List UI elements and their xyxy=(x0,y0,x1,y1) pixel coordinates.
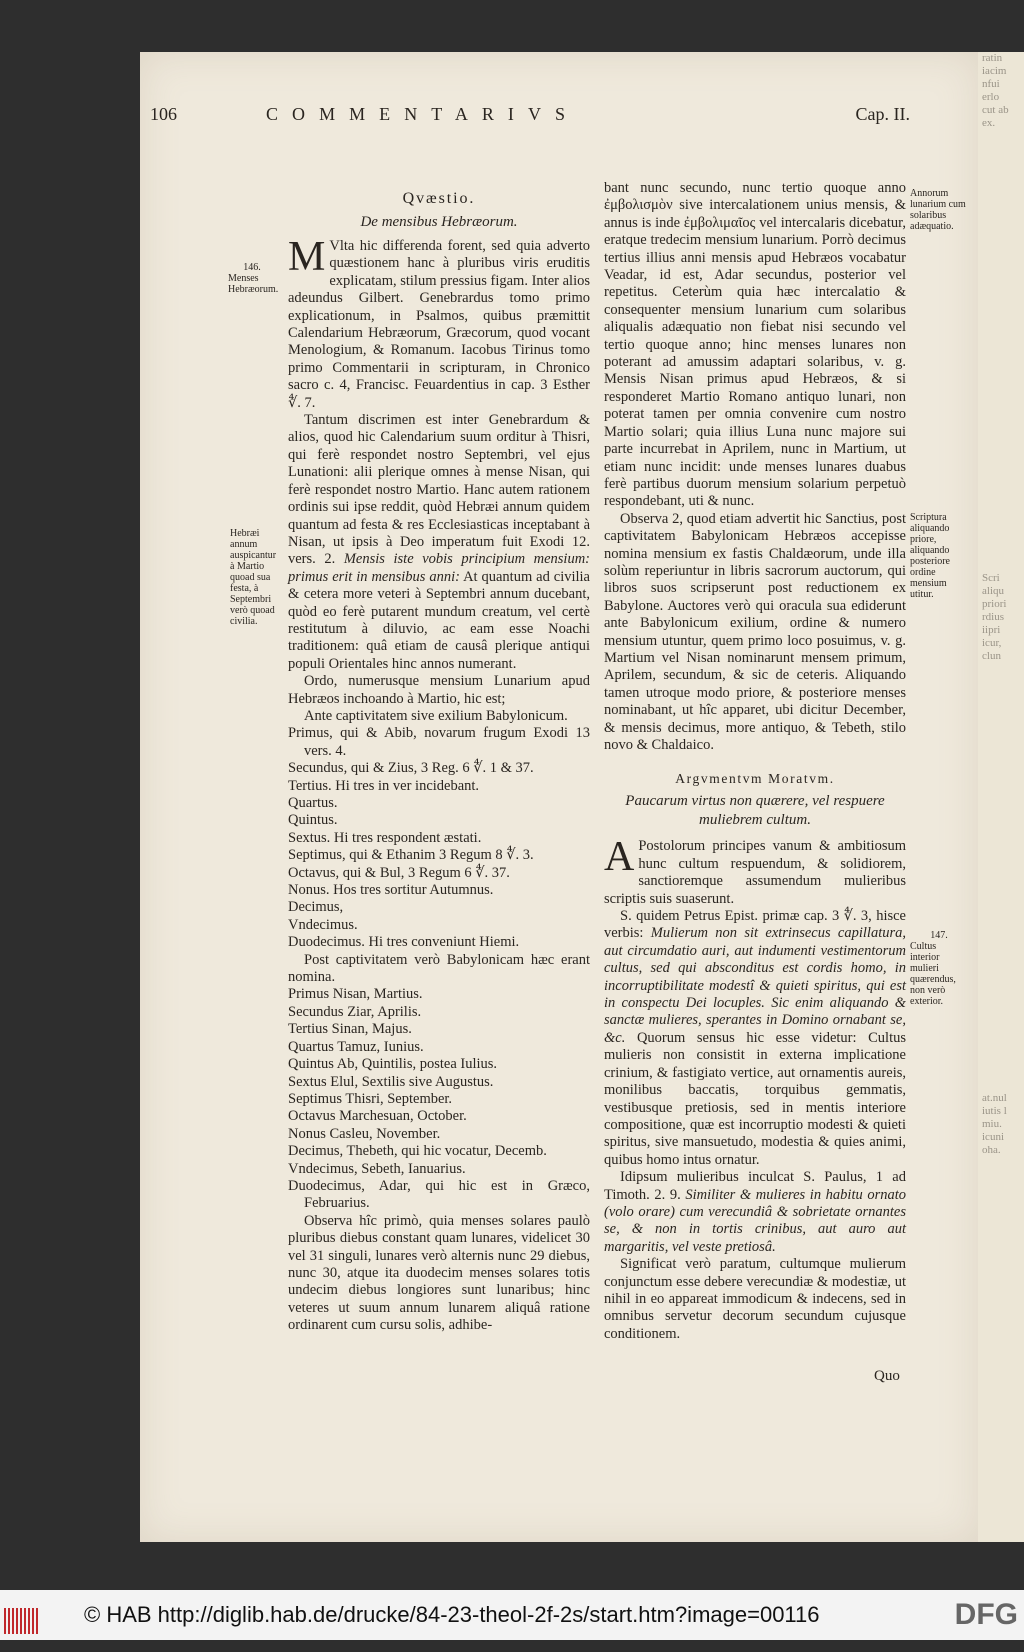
next-page-fragment xyxy=(982,221,1024,234)
next-page-fragment xyxy=(982,1066,1024,1079)
hab-barcode-logo-icon xyxy=(4,1602,46,1628)
left-column xyxy=(288,188,590,1335)
month-item: Quartus Tamuz, Iunius. xyxy=(288,1038,424,1055)
dfg-logo: DFG xyxy=(954,1598,1018,1631)
month-item: Primus Nisan, Martius. xyxy=(288,986,423,1003)
next-page-fragment xyxy=(982,767,1024,780)
next-page-fragment: icuni xyxy=(982,1131,1004,1143)
next-page-fragment xyxy=(982,286,1024,299)
next-page-fragment xyxy=(982,923,1024,936)
next-page-fragment xyxy=(982,260,1024,273)
next-page-fragment xyxy=(982,845,1024,858)
right-paragraph-5: Idipsum mulieribus inculcat S. Paulus, 1 ad Timoth. 2. 9. Similiter & mulieres in habitu ornato (volo orare) cum verecundiâ & sobrietate ornantes se, & non in tortis crinibus, aut auro aut margaritis, vel veste pretiosâ. xyxy=(604,1169,906,1255)
month-item: Septimus Thisri, September. xyxy=(288,1090,453,1107)
next-page-fragment: ratin xyxy=(982,52,1003,64)
next-page-fragment: iacim xyxy=(982,65,1007,77)
next-page-fragment xyxy=(982,689,1024,702)
next-page-fragment xyxy=(982,533,1024,546)
next-page-fragment xyxy=(982,1014,1024,1027)
month-item: Quartus. xyxy=(288,795,338,811)
next-page-fragment: nfui xyxy=(982,78,1000,90)
next-page-fragment xyxy=(982,325,1024,338)
next-page-fragment xyxy=(982,468,1024,481)
margin-note-147: 147. Cultus interior mulieri quærendus, non verò exterior. xyxy=(910,930,956,1007)
margin-note-146: 146. Menses Hebræorum. xyxy=(228,262,279,295)
next-page-fragment xyxy=(982,390,1024,403)
next-page-fragment xyxy=(982,780,1024,793)
next-page-fragment xyxy=(982,182,1024,195)
footer-bar xyxy=(0,1590,1024,1640)
next-page-fragment xyxy=(982,377,1024,390)
next-page-fragment: rdius xyxy=(982,611,1004,623)
month-item: Vndecimus. xyxy=(288,916,358,933)
next-page-fragment xyxy=(982,871,1024,884)
month-item: Septimus, qui & Ethanim 3 Regum 8 ∜. 3. xyxy=(288,847,534,864)
month-item: Quintus. xyxy=(288,812,338,829)
margin-note-scriptura: Scriptura aliquando priore, aliquando posteriore ordine mensium utitur. xyxy=(910,512,950,600)
month-item: Octavus, qui & Bul, 3 Regum 6 ∜. 37. xyxy=(288,864,510,881)
next-page-fragment xyxy=(982,546,1024,559)
quaestio-title: De mensibus Hebræorum. xyxy=(360,214,518,230)
next-page-fragment xyxy=(982,702,1024,715)
right-paragraph-4: S. quidem Petrus Epist. primæ cap. 3 ∜. 3, hisce verbis: Mulierum non sit extrinsecus capillatura, aut circumdatio auri, aut indumenti vestimentorum cultus, sed qui absconditus est cordis homo, in incorruptibilitate modestî & quieti spiritus, qui est in conspectu Dei locuples. Sic enim aliquando & sanctæ mulieres, sperantes in Domino ornabant se, &c. Quorum sensus hic esse videtur: Cultus mulieris non consistit in externa implicatione crinium, & fastigiato vertice, aut ornamentis aureis, monilibus baccatis, torquibus gemmatis, vestibusque pretiosis, sed in mentis interiore compositione, quæ est incorruptio modesti & quieti spiritus, sive mansuetudo, modestia & quies animi, quibus homo intus ornatur. xyxy=(604,908,907,1168)
next-page-fragment xyxy=(982,936,1024,949)
next-page-fragment xyxy=(982,819,1024,832)
next-page-fragment xyxy=(982,1053,1024,1066)
next-page-fragment xyxy=(982,559,1024,572)
next-page-fragment xyxy=(982,416,1024,429)
months-after-list xyxy=(288,986,590,1212)
quaestio-heading: Qvæstio. xyxy=(402,190,476,207)
next-page-fragment xyxy=(982,247,1024,260)
next-page-fragment xyxy=(982,481,1024,494)
month-item: Sextus Elul, Sextilis sive Augustus. xyxy=(288,1073,494,1090)
paragraph-last: Observa hîc primò, quia menses solares paulò pluribus diebus constant quam lunares, videlicet 30 vel 31 singuli, lunares verò alternis nunc 29 diebus, nunc 30, atque ita duodecim menses solares totis undecim diebus longiores sunt lunaribus; hinc veteres ut suum annum lunarem aliquâ ratione ordinarent cum cursu solis, adhibe- xyxy=(288,1212,590,1334)
next-page-fragment xyxy=(982,169,1024,182)
next-page-fragment: iutis l xyxy=(982,1105,1007,1117)
months-before-list xyxy=(288,725,590,951)
next-page-fragment: erlo xyxy=(982,91,1000,103)
month-item: Duodecimus, Adar, qui hic est in Græco, Februarius. xyxy=(288,1177,590,1212)
next-page-fragment: at.nul xyxy=(982,1092,1007,1104)
next-page-fragment xyxy=(982,273,1024,286)
next-page-fragment xyxy=(982,793,1024,806)
next-page-fragment: aliqu xyxy=(982,585,1004,597)
next-page-fragment: Scri xyxy=(982,572,1000,584)
month-item: Secundus Ziar, Aprilis. xyxy=(288,1003,422,1020)
next-page-fragment: icur, xyxy=(982,637,1002,649)
next-page-fragment xyxy=(982,312,1024,325)
next-page-fragment xyxy=(982,949,1024,962)
next-page-fragment xyxy=(982,884,1024,897)
month-item: Primus, qui & Abib, novarum frugum Exodi 13 vers. 4. xyxy=(288,725,590,759)
paragraph-1: M Vlta hic differenda forent, sed quia adverto quæstionem hanc à pluribus viris eruditis explicatam, stilum pressius figam. Inter alios adeundus Gilbert. Genebrardus tomo primo explicationum, in Psalmos, quibus præmittit Calendarium Hebræorum, Græcorum, quod vocant Menologium, & Romanum. Iacobus Tirinus tomo primo Commentarii in scripturam, in Chronico sacro c. 4, Francisc. Feuardentius in cap. 3 Esther ∜. 7. xyxy=(288,234,590,411)
next-page-fragment xyxy=(982,208,1024,221)
next-page-fragment: oha. xyxy=(982,1144,1001,1156)
month-item: Nonus Casleu, November. xyxy=(288,1125,441,1142)
month-item: Decimus, Thebeth, qui hic vocatur, Decemb. xyxy=(288,1143,547,1160)
next-page-fragment xyxy=(982,234,1024,247)
next-page-fragment xyxy=(982,910,1024,923)
next-page-fragment xyxy=(982,988,1024,1001)
month-item: Tertius Sinan, Majus. xyxy=(288,1021,412,1038)
next-page-fragment xyxy=(982,299,1024,312)
next-page-fragment xyxy=(982,897,1024,910)
next-page-fragment xyxy=(982,429,1024,442)
month-item: Secundus, qui & Zius, 3 Reg. 6 ∜. 1 & 37. xyxy=(288,760,534,777)
dropcap-m: M xyxy=(288,234,326,280)
next-page-fragment xyxy=(982,520,1024,533)
next-page-edge xyxy=(978,52,1024,1542)
next-page-fragment xyxy=(982,130,1024,143)
next-page-fragment xyxy=(982,754,1024,767)
month-item: Nonus. Hos tres sortitur Autumnus. xyxy=(288,882,494,899)
right-paragraph-1: bant nunc secundo, nunc tertio quoque anno ἐμβολισμὸν sive intercalationem unius mensis, & annus is inde ἐμβολιμαῖος vel intercalaris dicebatur, eratque tredecim mensium lunarium. Porrò decimus tertius illius anni mensis apud Hebræos vocabatur Veadar, id est, Adar secundus, posterior vel repetitus. Ceterùm quia hæc intercalatio & consequenter mensium lunarium cum solaribus aliqualis adæquatio non fiebat nisi secundo vel tertio quoque anno; hinc menses lunares non poterant ad amussim adaptari solaribus, v. g. Mensis Nisan primus apud Hebræos, & si responderet Martio Romano antiquo lunari, non poterat tamen per omnia convenire cum nostro Martio solari; quia illius Luna nunc majore sui parte incurrebat in Aprilem, nunc in Martium, ut etiam nunc incidit: unde menses lunares duabus ferè partibus duorum mensium solarium perpetuò respondebant, uti & nunc. xyxy=(604,180,906,510)
paragraph-3: Ordo, numerusque mensium Lunarium apud Hebræos inchoando à Martio, hic est; xyxy=(288,673,590,707)
next-page-fragment xyxy=(982,962,1024,975)
next-page-fragment xyxy=(982,442,1024,455)
month-item: Sextus. Hi tres respondent æstati. xyxy=(288,829,482,846)
next-page-fragment: cut ab xyxy=(982,104,1009,116)
next-page-fragment xyxy=(982,143,1024,156)
next-page-fragment: miu. xyxy=(982,1118,1002,1130)
after-captivity-heading: Post captivitatem verò Babylonicam hæc erant nomina. xyxy=(288,951,590,986)
right-paragraph-6: Significat verò paratum, cultumque mulierum conjunctum esse debere verecundiæ & modestiæ, ut nihil in eo appareat immodicum & indecens, sed in omnibus servetur decorum secundum cujusque conditionem. xyxy=(604,1256,906,1342)
right-paragraph-3: A Postolorum principes vanum & ambitiosum hunc cultum respuendum, & solidiorem, sanctioremque assumendum mulieribus scriptis suis suaserunt. xyxy=(604,834,906,907)
month-item: Decimus, xyxy=(288,899,344,916)
month-item: Duodecimus. Hi tres conveniunt Hiemi. xyxy=(288,934,520,951)
next-page-fragment: ex. xyxy=(982,117,996,129)
running-title: COMMENTARIVS xyxy=(266,104,580,124)
footer-link[interactable]: © HAB http://diglib.hab.de/drucke/84-23-theol-2f-2s/start.htm?image=00116 xyxy=(84,1602,820,1627)
next-page-fragment xyxy=(982,156,1024,169)
right-column xyxy=(604,180,906,1343)
next-page-fragment xyxy=(982,494,1024,507)
chapter-label: Cap. II. xyxy=(855,104,910,124)
argumentum-title: Paucarum virtus non quærere, vel respuere muliebrem cultum. xyxy=(625,793,885,829)
month-item: Vndecimus, Sebeth, Ianuarius. xyxy=(288,1160,466,1177)
next-page-fragment xyxy=(982,403,1024,416)
next-page-fragment xyxy=(982,806,1024,819)
next-page-fragment xyxy=(982,1040,1024,1053)
next-page-fragment xyxy=(982,663,1024,676)
next-page-fragment xyxy=(982,1079,1024,1092)
next-page-fragment: iipri xyxy=(982,624,1001,636)
margin-note-annorum: Annorum lunarium cum solaribus adæquatio. xyxy=(910,188,966,232)
next-page-fragment xyxy=(982,338,1024,351)
margin-note-hebraei: Hebræi annum auspicantur à Martio quoad sua festa, à Septembri verò quoad civilia. xyxy=(230,528,277,627)
next-page-fragment xyxy=(982,715,1024,728)
catchword: Quo xyxy=(874,1368,900,1384)
next-page-fragment xyxy=(982,975,1024,988)
next-page-fragment xyxy=(982,676,1024,689)
argumentum-heading: Argvmentvm Moratvm. xyxy=(675,771,835,787)
paragraph-2: Tantum discrimen est inter Genebrardum & alios, quod hic Calendarium suum orditur à Thisri, qui ferè respondet nostro Septembri, vel ejus Lunationi: alii plerique omnes à mense Nisan, qui ferè respondet nostro Martio. Hanc autem rationem ordinis sui ipse reddit, quòd Hebræi annum quidem quantum ad festa & res Ecclesiasticas inceptabant à Nisan, ut ipsis à Deo imperatum fuit Exodi 12. vers. 2. Mensis iste vobis principium mensium: primus erit in mensibus anni: At quantum ad civilia & cetera more veteri à Septembri annum ducebant, quòd eo ferè putarent mundum creatum, vel certè restitutum à diluvio, ac eam esse Noachi traditionem: quâ etiam de causâ plerique antiqui populi Orientales hinc annos numerant. xyxy=(288,412,591,672)
next-page-fragment xyxy=(982,455,1024,468)
next-page-fragment xyxy=(982,1027,1024,1040)
next-page-fragment xyxy=(982,195,1024,208)
next-page-fragment xyxy=(982,728,1024,741)
next-page-fragment xyxy=(982,1001,1024,1014)
next-page-fragment xyxy=(982,858,1024,871)
right-paragraph-2: Observa 2, quod etiam advertit hic Sanctius, post captivitatem Babylonicam Hebræos accepisse nomina mensium ex fastis Chaldæorum, unde illa solùm reperiuntur in libris sacrorum auctorum, qui libros suos scripserunt post reductionem ex Babylone. Auctores verò qui oracula sua ediderunt ante Babylonicum exilium, ordine & numero mensium utuntur, quem primo loco posuimus, v. g. Martium vel Nisan nominarunt mensem primum, Aprilem, secundum, & sic de ceteris. Aliquando tamen utroque modo priore, & posteriore menses nominabant, ut hîc apparet, ubi dicitur December, & mensis decimus, more antiquo, & Tebeth, stilo novo & Chaldaico. xyxy=(604,510,906,753)
next-page-fragment: clun xyxy=(982,650,1001,662)
next-page-fragment xyxy=(982,351,1024,364)
next-page-fragment xyxy=(982,507,1024,520)
dropcap-a: A xyxy=(604,834,635,881)
page-number: 106 xyxy=(150,104,177,124)
next-page-fragment xyxy=(982,364,1024,377)
next-page-fragment: priori xyxy=(982,598,1007,610)
next-page-fragment xyxy=(982,741,1024,754)
next-page-fragment xyxy=(982,832,1024,845)
month-item: Quintus Ab, Quintilis, postea Iulius. xyxy=(288,1056,498,1073)
month-item: Tertius. Hi tres in ver incidebant. xyxy=(288,777,480,794)
before-captivity-heading: Ante captivitatem sive exilium Babylonicum. xyxy=(304,707,568,724)
month-item: Octavus Marchesuan, October. xyxy=(288,1108,467,1125)
